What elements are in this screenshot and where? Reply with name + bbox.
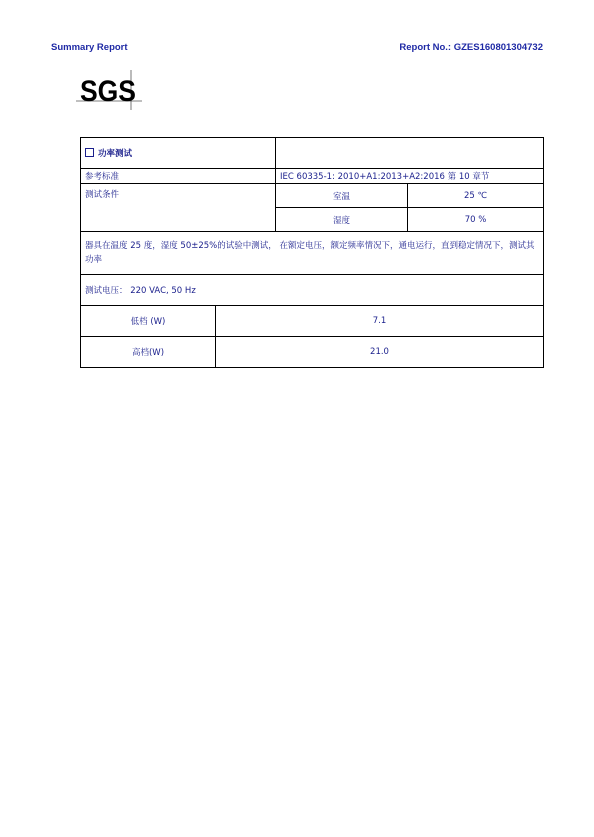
section-title: 功率测试 — [98, 149, 133, 159]
humidity-value: 70 % — [408, 208, 544, 232]
test-description: 器具在温度 25 度，湿度 50±25%的试验中测试， 在额定电压，额定频率情况下，通电运行，直到稳定情况下，测试其功率 — [81, 232, 544, 275]
room-temp-label: 室温 — [276, 184, 408, 208]
sgs-logo — [76, 70, 142, 110]
test-voltage: 测试电压： 220 VAC, 50 Hz — [81, 275, 544, 306]
humidity-label: 湿度 — [276, 208, 408, 232]
table-row — [81, 306, 544, 337]
svg-text:SGS: SGS — [80, 75, 136, 108]
result-value-low: 7.1 — [216, 306, 544, 337]
table-row — [81, 337, 544, 368]
standard-value: IEC 60335-1: 2010+A1:2013+A2:2016 第 10 章节 — [276, 169, 544, 184]
power-test-table — [80, 137, 544, 368]
section-title-blank — [276, 138, 544, 169]
room-temp-value: 25 ℃ — [408, 184, 544, 208]
result-label-high: 高档(W) — [81, 337, 216, 368]
standard-label: 参考标准 — [81, 169, 276, 184]
header-summary-report: Summary Report — [51, 42, 128, 53]
header-report-number: Report No.: GZES160801304732 — [399, 42, 543, 53]
result-label-low: 低档 (W) — [81, 306, 216, 337]
conditions-label: 测试条件 — [81, 184, 276, 232]
checkbox-square-icon — [85, 148, 94, 157]
result-value-high: 21.0 — [216, 337, 544, 368]
section-title-cell — [81, 138, 276, 169]
